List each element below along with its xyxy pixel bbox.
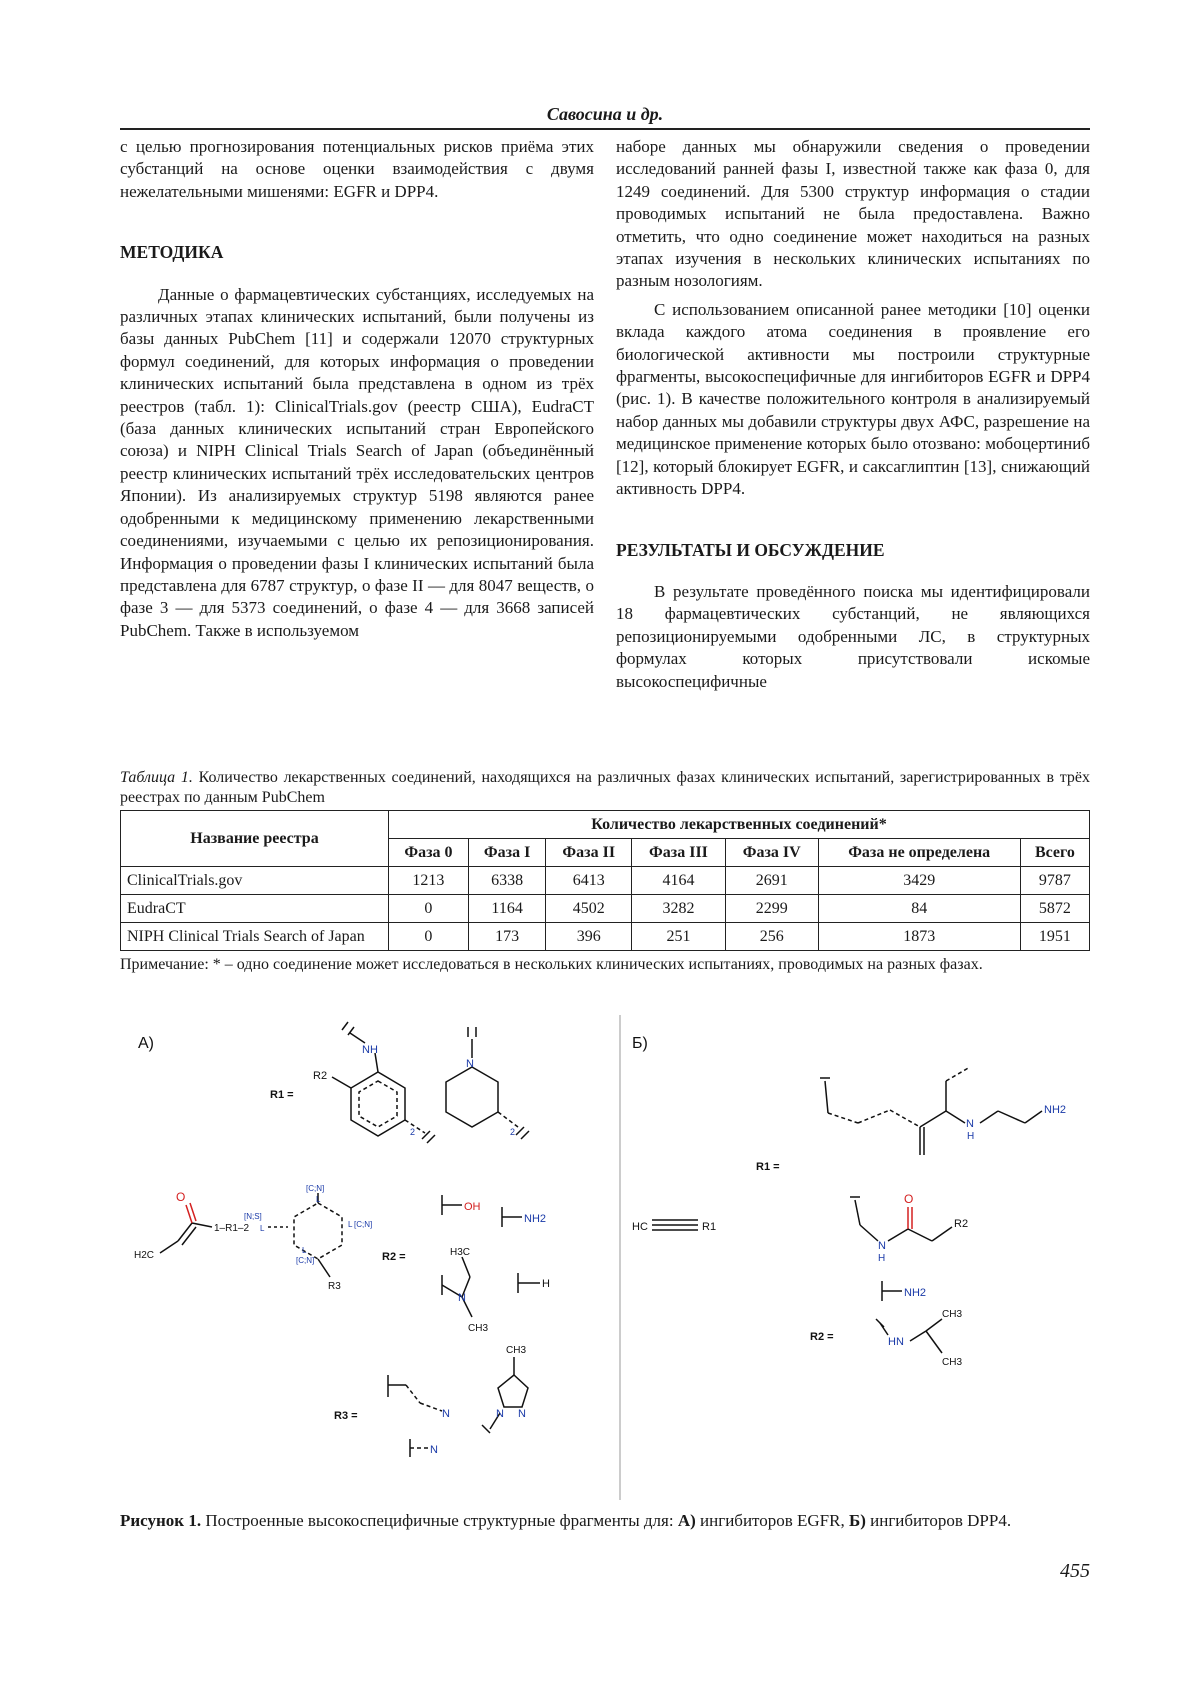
methods-paragraph: Данные о фармацевтических субстанциях, исследуемых на различных этапах клинических испытаний, были получены из базы данных PubChem [11] и содержали 12070 структурных формул соединений, для которых информация о проведении клинических испытаний была представлена в одном из трёх реестров (табл. 1): ClinicalTrials.gov (реестр США), EudraCT (база данных клинических испытаний стран Европейского союза) и NIPH Clinical Trials Search of Japan (объединённый реестр клинических испытаний трёх исследовательских центров Японии). Из анализируемых структур 5198 являются ранее одобренными к медицинскому применению лекарственными соединениями, изучаемыми с целью их репозиционирования. Информация о проведении фазы I клинических испытаний была представлена для 6787 структур, о фазе II — для 8047 веществ, о фазе 3 — для 5373 соединений, о фазе 4 — для 3668 записей PubChem. Также в используемом (120, 284, 594, 640)
table-cell: 173 (468, 923, 546, 951)
bond (998, 1111, 1025, 1123)
hn-label: HN (888, 1336, 904, 1348)
header-phase-3: Фаза III (632, 839, 726, 867)
table-row (121, 923, 1090, 951)
cn-label: [C;N] (296, 1256, 315, 1265)
hc-label: HC (632, 1221, 648, 1233)
table-cell: 0 (389, 895, 469, 923)
n-label: N (466, 1058, 474, 1070)
bond (926, 1319, 942, 1331)
n-label: N (518, 1408, 526, 1420)
dataset-paragraph: наборе данных мы обнаружили сведения о проведении исследований ранней фазы I, известной также как фаза 0, для 1249 соединений. Для 5300 структур информация о стадии проводимых испытаний не была предоставлена. Важно отметить, что одно соединение может находиться на разных этапах изучения в нескольких клинических испытаниях по разным нозологиям. (616, 137, 1090, 291)
pyrazole-ring (498, 1375, 528, 1407)
nh2-label: NH2 (904, 1287, 927, 1299)
cn-label: [C;N] (306, 1184, 325, 1193)
header-rule (120, 128, 1090, 130)
n-label: N (442, 1408, 450, 1420)
figure-caption-b: Б) (848, 1511, 866, 1530)
registry-name: NIPH Clinical Trials Search of Japan (121, 923, 389, 951)
figure-caption-mid: ингибиторов EGFR, (695, 1511, 849, 1530)
table-cell: 4164 (632, 867, 726, 895)
bond (462, 1257, 470, 1277)
attachment-number: 2 (510, 1127, 516, 1137)
r1-label: R1 = (756, 1161, 780, 1173)
left-column (120, 136, 594, 642)
running-head: Савосина и др. (546, 104, 664, 124)
bond (318, 1259, 330, 1277)
bond (1025, 1111, 1042, 1123)
table-cell: 1951 (1020, 923, 1089, 951)
bond (828, 1113, 858, 1123)
bond (932, 1227, 952, 1241)
nh2-label: NH2 (1044, 1104, 1067, 1116)
bond (926, 1331, 942, 1353)
table-cell: 9787 (1020, 867, 1089, 895)
table-note: Примечание: * – одно соединение может исследоваться в нескольких клинических испытаниях, проводимых на разных фазах. (120, 956, 983, 973)
table-cell: 1164 (468, 895, 546, 923)
r1-small-label: R1 (702, 1221, 717, 1233)
ch3-label: CH3 (942, 1309, 963, 1320)
bond (946, 1067, 970, 1081)
oxygen-label: O (176, 1190, 186, 1204)
page-number: 455 (1060, 1560, 1090, 1582)
intro-paragraph: с целью прогнозирования потенциальных рисков приёма этих субстанций на основе оценки взаимодействия с двумя нежелательными мишенями: EGFR и DPP4. (120, 137, 594, 201)
ns-label: [N;S] (244, 1212, 262, 1221)
figure-caption-text: Построенные высокоспецифичные структурные фрагменты для: (201, 1511, 678, 1530)
method-paragraph: С использованием описанной ранее методики [10] оценки вклада каждого атома соединения в проявление его биологической активности мы построили структурные фрагменты, высокоспецифичные для ингибиторов EGFR и DPP4 (рис. 1). В качестве положительного контроля в анализируемый набор данных мы добавили структуры двух АФС, разрешение на медицинское применение которых было отозвано: мобоцертиниб [12], который блокирует EGFR, и саксаглиптин [13], снижающий активность DPP4. (616, 299, 1090, 499)
table-cell: 6413 (546, 867, 632, 895)
attachment-mark (516, 1127, 529, 1139)
table-caption-text: Количество лекарственных соединений, находящихся на различных фазах клинических испытаний, зарегистрированных в трёх реестрах по данным PubChem (120, 769, 1091, 806)
bond (160, 1241, 178, 1253)
bond (880, 1323, 888, 1335)
bond (182, 1227, 196, 1245)
bond (946, 1111, 965, 1123)
bond (890, 1110, 920, 1127)
table-caption (120, 768, 1090, 808)
results-paragraph: В результате проведённого поиска мы идентифицировали 18 фармацевтических субстанций, не являющихся репозиционируемыми одобренными ЛС, в структурных формулах которых присутствовали искомые высокоспецифичные (616, 581, 1090, 691)
table-cell: 3282 (632, 895, 726, 923)
table-cell: 256 (725, 923, 818, 951)
header-phase-2: Фаза II (546, 839, 632, 867)
table-caption-label: Таблица 1. (120, 769, 193, 786)
bond (350, 1033, 365, 1043)
table-cell: 0 (389, 923, 469, 951)
l-label: L (260, 1224, 265, 1233)
table-cell: 4502 (546, 895, 632, 923)
panel-a-label: А) (138, 1035, 154, 1052)
n-label: N (430, 1444, 438, 1456)
results-heading: РЕЗУЛЬТАТЫ И ОБСУЖДЕНИЕ (616, 539, 885, 560)
r2-small-label: R2 (313, 1070, 328, 1082)
l-label: L (302, 1246, 307, 1255)
r2-label: R2 = (810, 1331, 834, 1343)
n-label: N (458, 1292, 466, 1304)
bond (908, 1229, 932, 1241)
bond (910, 1331, 926, 1341)
bond (420, 1403, 442, 1411)
oh-label: OH (464, 1201, 481, 1213)
ch3-label: CH3 (942, 1357, 963, 1368)
n-label: N (878, 1240, 886, 1252)
table-cell: 1213 (389, 867, 469, 895)
bond (406, 1385, 420, 1403)
n-label: N (496, 1408, 504, 1420)
figure-caption-label: Рисунок 1. (120, 1511, 202, 1530)
h2c-label: H2C (134, 1250, 155, 1261)
h-label: H (878, 1253, 886, 1264)
bond (858, 1110, 890, 1123)
h-label: H (967, 1131, 975, 1142)
bond (192, 1223, 212, 1227)
table-cell: 2691 (725, 867, 818, 895)
registry-table (120, 810, 1090, 951)
figure-caption (120, 1510, 1090, 1532)
figure-caption-end: ингибиторов DPP4. (865, 1511, 1012, 1530)
bond (498, 1112, 518, 1127)
h-label: H (542, 1278, 550, 1290)
table-cell: 251 (632, 923, 726, 951)
nh-label: NH (362, 1044, 378, 1056)
table-cell: 2299 (725, 895, 818, 923)
table-cell: 1873 (818, 923, 1020, 951)
bond (980, 1111, 998, 1123)
header-phase-1: Фаза I (468, 839, 546, 867)
bond (920, 1111, 946, 1127)
l-label: L (348, 1220, 353, 1229)
header-group: Количество лекарственных соединений* (389, 811, 1090, 839)
r2-label: R2 = (382, 1251, 406, 1263)
nh2-label: NH2 (524, 1213, 547, 1225)
table-cell: 5872 (1020, 895, 1089, 923)
ch3-label: CH3 (468, 1323, 489, 1334)
piperidine-ring (446, 1067, 498, 1127)
header-total: Всего (1020, 839, 1089, 867)
r3-label: R3 = (334, 1410, 358, 1422)
l-label: L (316, 1195, 321, 1204)
bond (825, 1081, 828, 1113)
r3-small-label: R3 (328, 1281, 341, 1292)
attachment-mark (342, 1022, 354, 1035)
table-cell: 396 (546, 923, 632, 951)
table-cell: 3429 (818, 867, 1020, 895)
attachment-mark (468, 1027, 476, 1037)
table-cell: 6338 (468, 867, 546, 895)
h3c-label: H3C (450, 1247, 471, 1258)
aromatic-ring (359, 1081, 397, 1127)
figure-1-structures (120, 1015, 1090, 1505)
header-phase-4: Фаза IV (725, 839, 818, 867)
header-phase-0: Фаза 0 (389, 839, 469, 867)
header-phase-undefined: Фаза не определена (818, 839, 1020, 867)
right-column (616, 136, 1090, 693)
bond (855, 1200, 860, 1225)
registry-name: EudraCT (121, 895, 389, 923)
table-cell: 84 (818, 895, 1020, 923)
bond (332, 1077, 351, 1088)
registry-name: ClinicalTrials.gov (121, 867, 389, 895)
bond (178, 1223, 192, 1241)
figure-1 (120, 1015, 1090, 1505)
chain-label: 1–R1–2 (214, 1223, 250, 1234)
table-row (121, 867, 1090, 895)
oxygen-label: O (904, 1192, 914, 1206)
attachment-number: 2 (410, 1127, 416, 1137)
bond (860, 1225, 878, 1241)
bond (888, 1229, 908, 1241)
attachment-mark (482, 1425, 490, 1433)
cn-label: [C;N] (354, 1220, 373, 1229)
r1-label: R1 = (270, 1089, 294, 1101)
ch3-label: CH3 (506, 1345, 527, 1356)
n-label: N (966, 1118, 974, 1130)
methods-heading: МЕТОДИКА (120, 242, 224, 263)
panel-b-label: Б) (632, 1035, 648, 1052)
r2-small-label: R2 (954, 1218, 969, 1230)
figure-caption-a: А) (677, 1511, 696, 1530)
table-row (121, 895, 1090, 923)
header-registry: Название реестра (121, 811, 389, 867)
